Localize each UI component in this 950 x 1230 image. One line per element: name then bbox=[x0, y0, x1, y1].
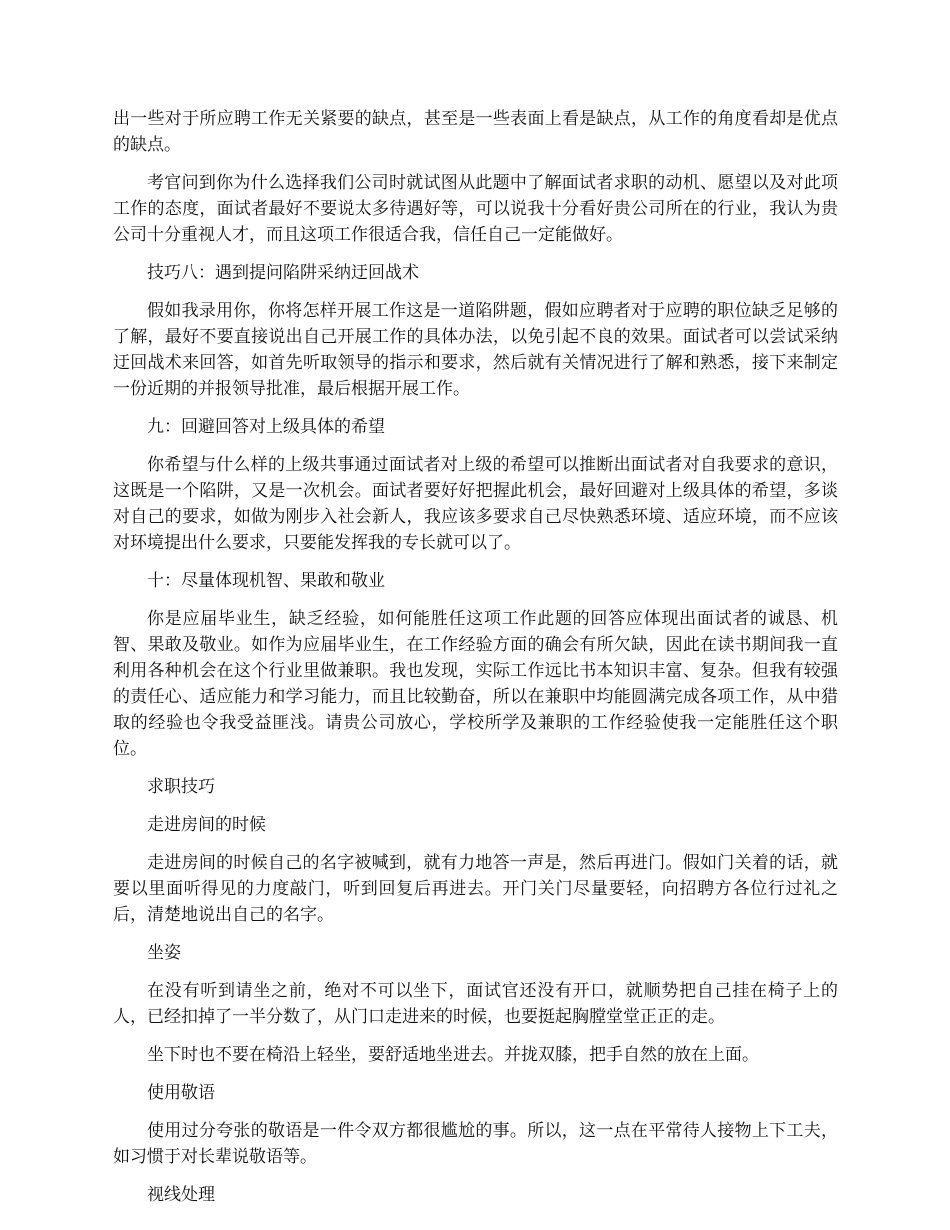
heading-job-tips: 求职技巧 bbox=[147, 777, 215, 797]
document-page bbox=[113, 106, 838, 1220]
heading-tip-eight: 技巧八：遇到提问陷阱采纳迂回战术 bbox=[147, 263, 419, 283]
paragraph-company-choice: 考官问到你为什么选择我们公司时就试图从此题中了解面试者求职的动机、愿望以及对此项工作的态度，面试者最好不要说太多待遇好等，可以说我十分看好贵公司所在的行业，我认为贵公司十分重视人才，而且这项工作很适合我，信任自己一定能做好。 bbox=[113, 173, 838, 245]
paragraph-entering-room: 走进房间的时候自己的名字被喊到，就有力地答一声是，然后再进门。假如门关着的话，就要以里面听得见的力度敲门，听到回复后再进去。开门关门尽量要轻，向招聘方各位行过礼之后，清楚地说出自己的名字。 bbox=[113, 853, 838, 925]
heading-honorifics: 使用敬语 bbox=[147, 1083, 215, 1103]
paragraph-graduate: 你是应届毕业生，缺乏经验，如何能胜任这项工作此题的回答应体现出面试者的诚恳、机智、果敢及敬业。如作为应届毕业生，在工作经验方面的确会有所欠缺，因此在读书期间我一直利用各种机会在这个行业里做兼职。我也发现，实际工作远比书本知识丰富、复杂。但我有较强的责任心、适应能力和学习能力，而且比较勤奋，所以在兼职中均能圆满完成各项工作，从中猎取的经验也令我受益匪浅。请贵公司放心，学校所学及兼职的工作经验使我一定能胜任这个职位。 bbox=[113, 609, 838, 759]
paragraph-continued: 出一些对于所应聘工作无关紧要的缺点，甚至是一些表面上看是缺点，从工作的角度看却是优点的缺点。 bbox=[113, 109, 838, 155]
heading-entering-room: 走进房间的时候 bbox=[147, 815, 266, 835]
heading-tip-ten: 十：尽量体现机智、果敢和敬业 bbox=[147, 571, 385, 591]
paragraph-trap-question: 假如我录用你，你将怎样开展工作这是一道陷阱题，假如应聘者对于应聘的职位缺乏足够的了解，最好不要直接说出自己开展工作的具体办法，以免引起不良的效果。面试者可以尝试采纳迂回战术来回答，如首先听取领导的指示和要求，然后就有关情况进行了解和熟悉，接下来制定一份近期的并报领导批准，最后根据开展工作。 bbox=[113, 301, 838, 399]
paragraph-sitting-down: 坐下时也不要在椅沿上轻坐，要舒适地坐进去。并拢双膝，把手自然的放在上面。 bbox=[147, 1045, 759, 1065]
paragraph-superior-hope: 你希望与什么样的上级共事通过面试者对上级的希望可以推断出面试者对自我要求的意识，这既是一个陷阱，又是一次机会。面试者要好好把握此机会，最好回避对上级具体的希望，多谈对自己的要求，如做为刚步入社会新人，我应该多要求自己尽快熟悉环境、适应环境，而不应该对环境提出什么要求，只要能发挥我的专长就可以了。 bbox=[113, 455, 838, 553]
paragraph-sitting-wait: 在没有听到请坐之前，绝对不可以坐下，面试官还没有开口，就顺势把自己挂在椅子上的人，已经扣掉了一半分数了，从门口走进来的时候，也要挺起胸膛堂堂正正的走。 bbox=[113, 981, 838, 1027]
heading-sitting: 坐姿 bbox=[147, 943, 181, 963]
heading-eye-contact: 视线处理 bbox=[147, 1185, 215, 1205]
paragraph-honorifics: 使用过分夸张的敬语是一件令双方都很尴尬的事。所以，这一点在平常待人接物上下工夫，如习惯于对长辈说敬语等。 bbox=[113, 1121, 838, 1167]
heading-tip-nine: 九：回避回答对上级具体的希望 bbox=[147, 417, 385, 437]
